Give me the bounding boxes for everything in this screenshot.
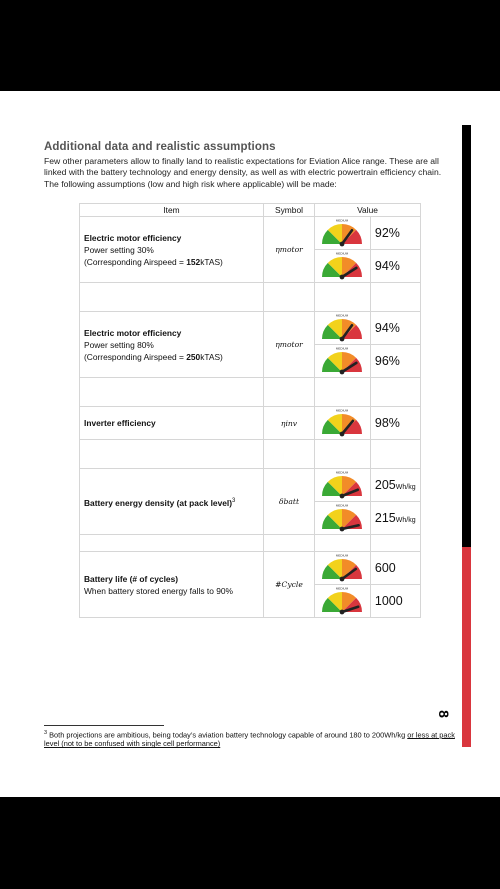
risk-gauge-icon <box>315 407 371 440</box>
item-detail: (Corresponding Airspeed = 152kTAS) <box>84 256 223 267</box>
symbol-cell: #Cycle <box>264 552 315 618</box>
header-item: Item <box>80 204 264 217</box>
symbol-cell: δbatt <box>264 469 315 535</box>
item-cell <box>80 407 264 440</box>
value-cell: 1000 <box>370 585 420 618</box>
svg-text:MEDIUM: MEDIUM <box>336 346 349 351</box>
value-cell: 205Wh/kg <box>370 469 420 502</box>
document-page <box>0 91 500 797</box>
table-row <box>80 312 421 345</box>
symbol-cell: ηinv <box>264 407 315 440</box>
risk-gauge-icon <box>315 469 371 502</box>
sidebar-accent-black <box>462 125 471 547</box>
risk-gauge-icon <box>315 502 371 535</box>
symbol-cell: ηmotor <box>264 217 315 283</box>
footnote-ref: 3 <box>232 497 236 504</box>
item-title: Battery energy density (at pack level)$^3$ <box>84 497 236 508</box>
svg-text:MEDIUM: MEDIUM <box>336 470 349 475</box>
value-cell: 215Wh/kg <box>370 502 420 535</box>
item-detail: Power setting 30% <box>84 244 154 255</box>
item-detail: (Corresponding Airspeed = 250kTAS) <box>84 351 223 362</box>
table-row <box>80 407 421 440</box>
table-spacer-row <box>80 535 421 552</box>
value-cell: 96% <box>370 345 420 378</box>
svg-text:MEDIUM: MEDIUM <box>336 553 349 558</box>
table-row <box>80 217 421 250</box>
value-cell: 94% <box>370 250 420 283</box>
risk-gauge-icon <box>315 585 371 618</box>
assumptions-table <box>79 203 421 618</box>
svg-text:MEDIUM: MEDIUM <box>336 408 349 413</box>
table-spacer-row <box>80 283 421 312</box>
item-title: Electric motor efficiency <box>84 232 182 243</box>
sidebar-accent-red <box>462 547 471 747</box>
risk-gauge-icon <box>315 345 371 378</box>
item-detail: Power setting 80% <box>84 339 154 350</box>
item-title: Electric motor efficiency <box>84 327 182 338</box>
item-cell <box>80 552 264 618</box>
footnote-separator <box>44 725 164 726</box>
risk-gauge-icon <box>315 250 371 283</box>
svg-text:MEDIUM: MEDIUM <box>336 313 349 318</box>
svg-text:MEDIUM: MEDIUM <box>336 503 349 508</box>
symbol-cell: ηmotor <box>264 312 315 378</box>
item-title: Battery life (# of cycles) <box>84 573 179 584</box>
item-cell <box>80 217 264 283</box>
table-row <box>80 552 421 585</box>
svg-text:MEDIUM: MEDIUM <box>336 218 349 223</box>
header-symbol: Symbol <box>264 204 315 217</box>
table-spacer-row <box>80 440 421 469</box>
risk-gauge-icon <box>315 552 371 585</box>
svg-text:MEDIUM: MEDIUM <box>336 251 349 256</box>
value-cell: 600 <box>370 552 420 585</box>
value-cell: 92% <box>370 217 420 250</box>
svg-text:MEDIUM: MEDIUM <box>336 586 349 591</box>
intro-paragraph: Few other parameters allow to finally land to realistic expectations for Eviation Alice range. These are all linked with the battery technology and energy density, as well as with electric powertrain efficiency chain. The following assumptions (low and high risk where applicable) will be made: <box>44 156 442 189</box>
item-detail: When battery stored energy falls to 90% <box>84 585 233 596</box>
header-value: Value <box>315 204 421 217</box>
page-number: 8 <box>435 710 452 718</box>
table-spacer-row <box>80 378 421 407</box>
value-cell: 94% <box>370 312 420 345</box>
table-header-row <box>80 204 421 217</box>
section-heading: Additional data and realistic assumptions <box>44 141 276 153</box>
item-title: Inverter efficiency <box>84 418 156 428</box>
value-cell: 98% <box>370 407 420 440</box>
risk-gauge-icon <box>315 312 371 345</box>
risk-gauge-icon <box>315 217 371 250</box>
table-row <box>80 469 421 502</box>
item-cell <box>80 469 264 535</box>
footnote: $^3$ Both projections are ambitious, being today’s aviation battery technology capable of around 180 to 200Wh/kg or less at pack level (not to be confused with single cell performance) <box>44 730 455 749</box>
item-cell <box>80 312 264 378</box>
